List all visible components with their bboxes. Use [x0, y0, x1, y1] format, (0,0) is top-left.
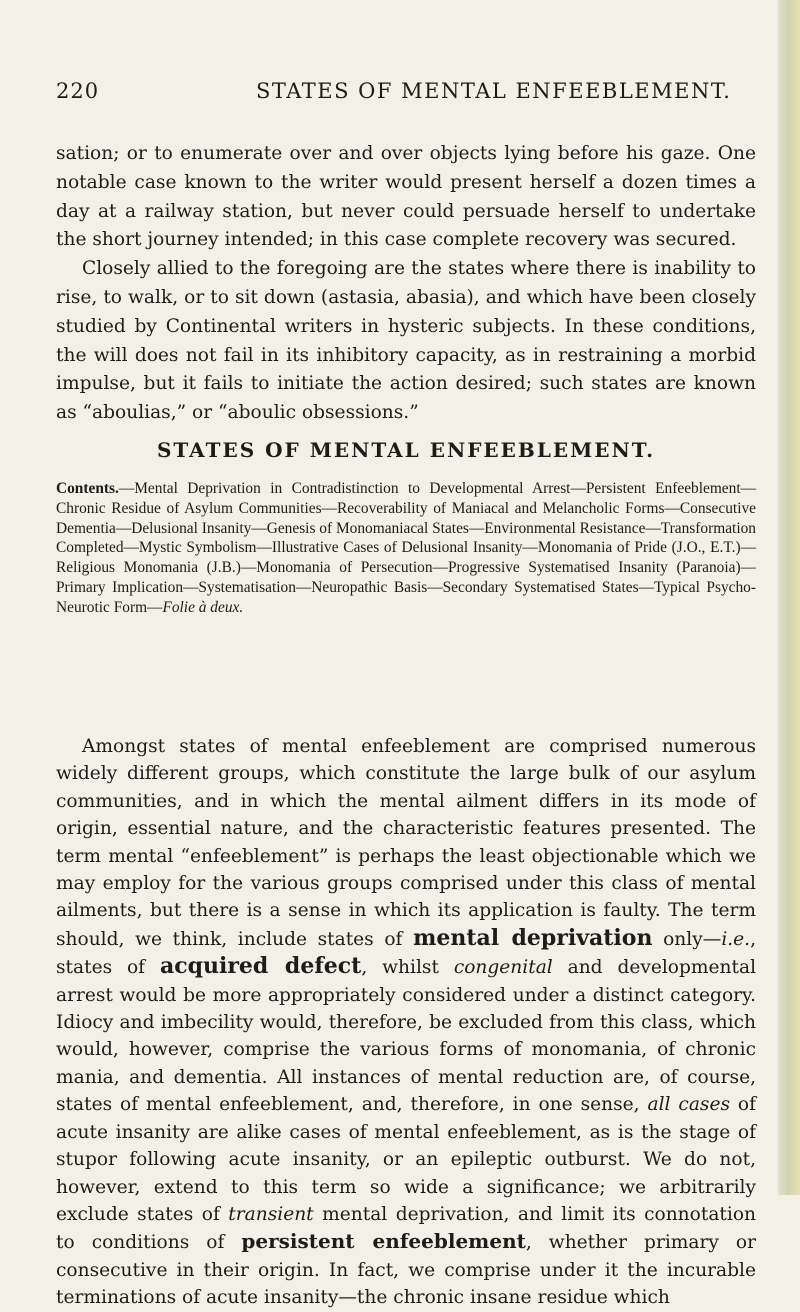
body-text-main	[56, 733, 756, 1312]
emphasis-transient: transient	[228, 1203, 314, 1225]
paragraph-3-text: , states of	[56, 928, 757, 979]
contents-text: —Mental Deprivation in Contradistinction to Developmental Arrest—Persistent Enfeeblement—Chronic Residue of Asylum Communities—Recoverability of Maniacal and Melancholic Forms—Consecutive Dementia—Delusional Insanity—Genesis of Monomaniacal States—Environmental Resistance—Transformation Completed—Mystic Symbolism—Illustrative Cases of Delusional Insanity—Monomania of Pride (J.O., E.T.)—Religious Monomania (J.B.)—Monomania of Persecution—Progressive Systematised Insanity (Paranoia)—Primary Implication—Systematisation—Neuropathic Basis—Secondary Systematised States—Typical Psycho-Neurotic Form—	[56, 480, 756, 616]
paragraph-1: sation; or to enumerate over and over objects lying before his gaze. One notable case known to the writer would present herself a dozen times a day at a railway station, but never could persuade herself to undertake the short journey intended; in this case complete recovery was secured.	[56, 143, 756, 251]
running-title: STATES OF MENTAL ENFEEBLEMENT.	[256, 79, 732, 103]
paragraph-3-text: mental deprivation, and limit its connotation to conditions of	[56, 1203, 756, 1254]
emphasis-mental-deprivation: mental deprivation	[413, 924, 653, 951]
page-edge	[778, 0, 800, 1195]
contents-italic-tail: Folie à deux.	[162, 598, 244, 616]
paragraph-3	[56, 733, 756, 1312]
paragraph-3-text: , whether primary or consecutive in their origin. In fact, we comprise under it the incurable terminations of acute insanity—the chronic insane residue which	[56, 1232, 756, 1309]
paragraph-3-text: of acute insanity are alike cases of mental enfeeblement, as is the stage of stupor following acute insanity, or an epileptic outburst. We do not, however, extend to this term so wide a significance; we arbitrarily exclude states of	[56, 1094, 756, 1225]
paragraph-3-text: only—	[652, 928, 722, 950]
page-header	[56, 79, 756, 109]
paragraph-2: Closely allied to the foregoing are the states where there is inability to rise, to walk, or to sit down (astasia, abasia), and which have been closely studied by Continental writers in hysteric subjects. In these conditions, the will does not fail in its inhibitory capacity, as in restraining a morbid impulse, but it fails to initiate the action desired; such states are known as “aboulias,” or “aboulic obsessions.”	[56, 258, 756, 424]
body-text-top	[56, 140, 756, 428]
paragraph-3-text: , whilst	[361, 957, 454, 979]
paragraph-3-text: Amongst states of mental enfeeblement are comprised numerous widely different groups, which constitute the large bulk of our asylum communities, and in which the mental ailment differs in its mode of origin, essential nature, and the characteristic features presented. The term mental “enfeeblement” is perhaps the least objectionable which we may employ for the various groups comprised under this class of mental ailments, but there is a sense in which its application is faulty. The term should, we think, include states of	[56, 736, 756, 950]
emphasis-persistent-enfeeblement: persistent enfeeblement	[241, 1229, 526, 1254]
paragraph-3-text: and developmental arrest would be more appropriately considered under a distinct category. Idiocy and imbecility would, therefore, be excluded from this class, which would, however, comprise the various forms of monomania, of chronic mania, and dementia. All instances of mental reduction are, of course, states of mental enfeeblement, and, therefore, in one sense,	[56, 957, 757, 1116]
page-number: 220	[56, 79, 100, 103]
section-title: STATES OF MENTAL ENFEEBLEMENT.	[156, 438, 656, 462]
emphasis-all-cases: all cases	[647, 1094, 730, 1116]
emphasis-ie: i.e.	[721, 928, 751, 950]
emphasis-acquired-defect: acquired defect	[159, 953, 362, 980]
emphasis-congenital: congenital	[453, 957, 553, 979]
chapter-contents	[56, 479, 756, 618]
contents-label: Contents.	[56, 480, 119, 497]
